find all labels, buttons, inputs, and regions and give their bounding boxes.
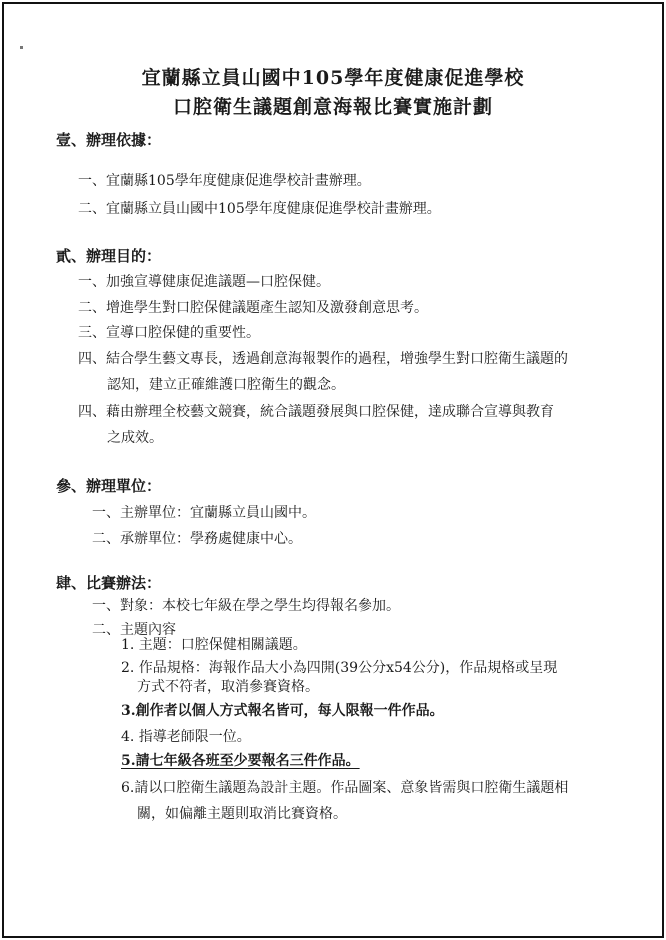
section-heading-purpose: 貳、辦理目的： xyxy=(56,247,162,265)
rules-sub-2-cont: 方式不符者，取消參賽資格。 xyxy=(137,679,319,695)
basis-item-1: 一、宜蘭縣105學年度健康促進學校計畫辦理。 xyxy=(78,173,371,189)
purpose-item-4-cont: 認知，建立正確維護口腔衛生的觀念。 xyxy=(107,377,345,393)
rules-sub-6-cont: 關，如偏離主題則取消比賽資格。 xyxy=(137,806,347,822)
rules-sub-2: 2. 作品規格：海報作品大小為四開(39公分x54公分)，作品規格或呈現 xyxy=(121,660,558,676)
rules-item-target: 一、對象：本校七年級在學之學生均得報名參加。 xyxy=(92,598,400,614)
rules-sub-1: 1. 主題：口腔保健相關議題。 xyxy=(121,637,307,653)
purpose-item-5-cont: 之成效。 xyxy=(107,430,163,446)
purpose-item-5: 四、藉由辦理全校藝文競賽，統合議題發展與口腔保健，達成聯合宣導與教育 xyxy=(78,404,554,420)
scan-speck xyxy=(20,46,23,49)
basis-item-2: 二、宜蘭縣立員山國中105學年度健康促進學校計畫辦理。 xyxy=(78,201,441,217)
organizer-item-2: 二、承辦單位：學務處健康中心。 xyxy=(92,531,302,547)
rules-sub-4: 4. 指導老師限一位。 xyxy=(121,729,251,745)
document-title-line-1: 宜蘭縣立員山國中105學年度健康促進學校 xyxy=(141,67,525,89)
rules-item-theme-content: 二、主題內容 xyxy=(92,622,176,638)
section-heading-rules: 肆、比賽辦法： xyxy=(56,574,162,592)
purpose-item-4: 四、結合學生藝文專長，透過創意海報製作的過程，增強學生對口腔衛生議題的 xyxy=(78,351,568,367)
document-title-line-2: 口腔衛生議題創意海報比賽實施計劃 xyxy=(172,96,493,118)
rules-sub-5: 5.請七年級各班至少要報名三件作品。 xyxy=(121,753,360,769)
rules-sub-3: 3.創作者以個人方式報名皆可，每人限報一件作品。 xyxy=(121,703,444,719)
organizer-item-1: 一、主辦單位：宜蘭縣立員山國中。 xyxy=(92,505,316,521)
purpose-item-2: 二、增進學生對口腔保健議題產生認知及激發創意思考。 xyxy=(78,300,428,316)
purpose-item-1: 一、加強宣導健康促進議題—口腔保健。 xyxy=(78,274,330,290)
section-heading-basis: 壹、辦理依據： xyxy=(56,131,162,149)
purpose-item-3: 三、宣導口腔保健的重要性。 xyxy=(78,325,260,341)
rules-sub-6: 6.請以口腔衛生議題為設計主題。作品圖案、意象皆需與口腔衛生議題相 xyxy=(121,780,569,796)
section-heading-organizers: 參、辦理單位： xyxy=(56,477,162,495)
